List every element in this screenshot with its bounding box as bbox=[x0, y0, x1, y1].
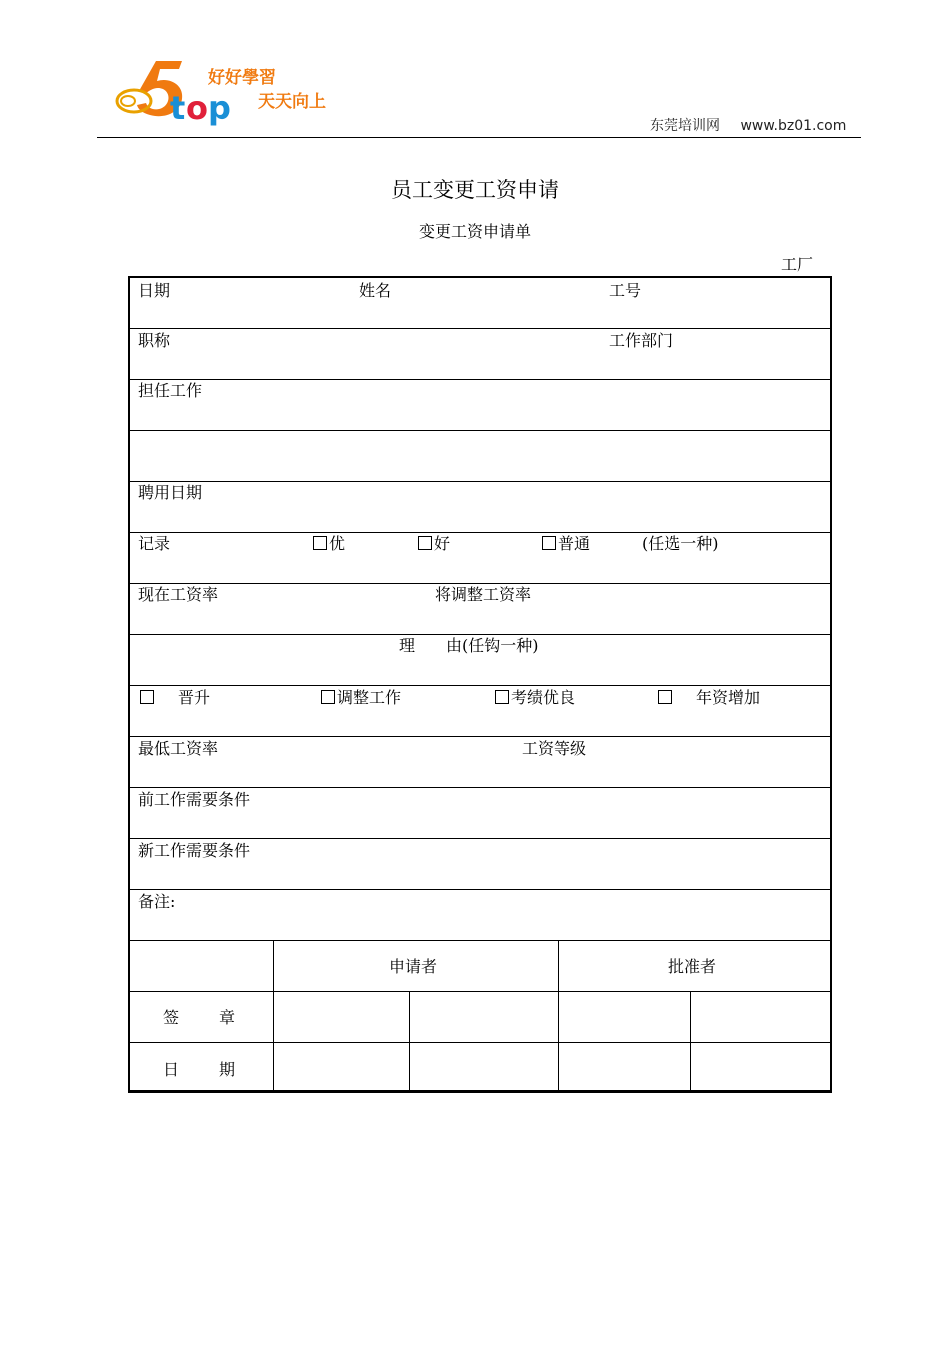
name-label: 姓名 bbox=[359, 281, 392, 300]
sign-divider bbox=[273, 941, 274, 1091]
reason-label-2: 由(任钩一种) bbox=[446, 636, 539, 655]
row-min-rate bbox=[130, 737, 830, 788]
header-divider bbox=[97, 137, 861, 138]
row-remarks bbox=[130, 890, 830, 941]
svg-text:p: p bbox=[208, 89, 229, 127]
logo-slogan-1: 好好學習 bbox=[208, 68, 276, 88]
row-sign-date bbox=[130, 1043, 830, 1091]
reason-performance[interactable]: 考绩优良 bbox=[495, 688, 575, 708]
sign-label-2: 章 bbox=[219, 1008, 236, 1027]
salary-change-form bbox=[128, 276, 832, 1093]
site-info bbox=[650, 115, 846, 135]
reason-label-1: 理 bbox=[399, 636, 416, 655]
checkbox-icon[interactable] bbox=[418, 536, 432, 550]
employee-no-label: 工号 bbox=[609, 281, 642, 300]
remarks-label: 备注: bbox=[138, 892, 176, 911]
checkbox-icon[interactable] bbox=[658, 690, 672, 704]
row-prev-requirements bbox=[130, 788, 830, 839]
sign-divider bbox=[409, 992, 410, 1091]
sign-divider bbox=[558, 941, 559, 1091]
record-note: (任选一种) bbox=[642, 534, 719, 553]
row-salary-rate bbox=[130, 584, 830, 635]
row-title-dept bbox=[130, 329, 830, 380]
form-subtitle: 变更工资申请单 bbox=[418, 222, 531, 241]
sign-divider bbox=[690, 992, 691, 1091]
assigned-work-label: 担任工作 bbox=[138, 381, 203, 400]
row-sign-header bbox=[130, 941, 830, 992]
row-basic-info bbox=[130, 278, 830, 329]
checkbox-icon[interactable] bbox=[321, 690, 335, 704]
min-rate-label: 最低工资率 bbox=[138, 739, 219, 758]
site-url[interactable]: www.bz01.com bbox=[740, 118, 847, 134]
approver-label: 批准者 bbox=[668, 957, 717, 976]
sign-date-label-2: 期 bbox=[219, 1060, 236, 1079]
row-assigned-work bbox=[130, 380, 830, 431]
site-name: 东莞培训网 bbox=[650, 118, 720, 134]
row-reason-header bbox=[130, 635, 830, 686]
record-option-excellent[interactable]: 优 bbox=[313, 534, 345, 554]
record-label: 记录 bbox=[138, 534, 171, 553]
page-title: 员工变更工资申请 bbox=[391, 178, 559, 202]
record-option-normal[interactable]: 普通 bbox=[542, 534, 590, 554]
reason-seniority[interactable]: 年资增加 bbox=[658, 688, 760, 708]
row-blank bbox=[130, 431, 830, 482]
date-label: 日期 bbox=[138, 281, 171, 300]
record-option-good[interactable]: 好 bbox=[418, 534, 450, 554]
reason-promotion[interactable]: 晋升 bbox=[140, 688, 210, 708]
current-rate-label: 现在工资率 bbox=[138, 585, 219, 604]
job-title-label: 职称 bbox=[138, 331, 171, 350]
sign-label-1: 签 bbox=[163, 1008, 180, 1027]
checkbox-icon[interactable] bbox=[140, 690, 154, 704]
hire-date-label: 聘用日期 bbox=[138, 483, 203, 502]
row-hire-date bbox=[130, 482, 830, 533]
reason-transfer[interactable]: 调整工作 bbox=[321, 688, 401, 708]
logo-top-text: t bbox=[170, 89, 184, 127]
checkbox-icon[interactable] bbox=[542, 536, 556, 550]
svg-text:o: o bbox=[186, 89, 206, 127]
row-reasons bbox=[130, 686, 830, 737]
adjusted-rate-label: 将调整工资率 bbox=[435, 585, 532, 604]
new-req-label: 新工作需要条件 bbox=[138, 841, 251, 860]
applicant-label: 申请者 bbox=[389, 957, 438, 976]
row-new-requirements bbox=[130, 839, 830, 890]
grade-label: 工资等级 bbox=[522, 739, 587, 758]
factory-label: 工厂 bbox=[781, 255, 814, 274]
logo-slogan-2: 天天向上 bbox=[258, 92, 326, 112]
prev-req-label: 前工作需要条件 bbox=[138, 790, 251, 809]
checkbox-icon[interactable] bbox=[495, 690, 509, 704]
row-record bbox=[130, 533, 830, 584]
row-signature bbox=[130, 992, 830, 1043]
logo bbox=[112, 55, 332, 130]
department-label: 工作部门 bbox=[609, 331, 674, 350]
checkbox-icon[interactable] bbox=[313, 536, 327, 550]
sign-date-label-1: 日 bbox=[163, 1060, 180, 1079]
